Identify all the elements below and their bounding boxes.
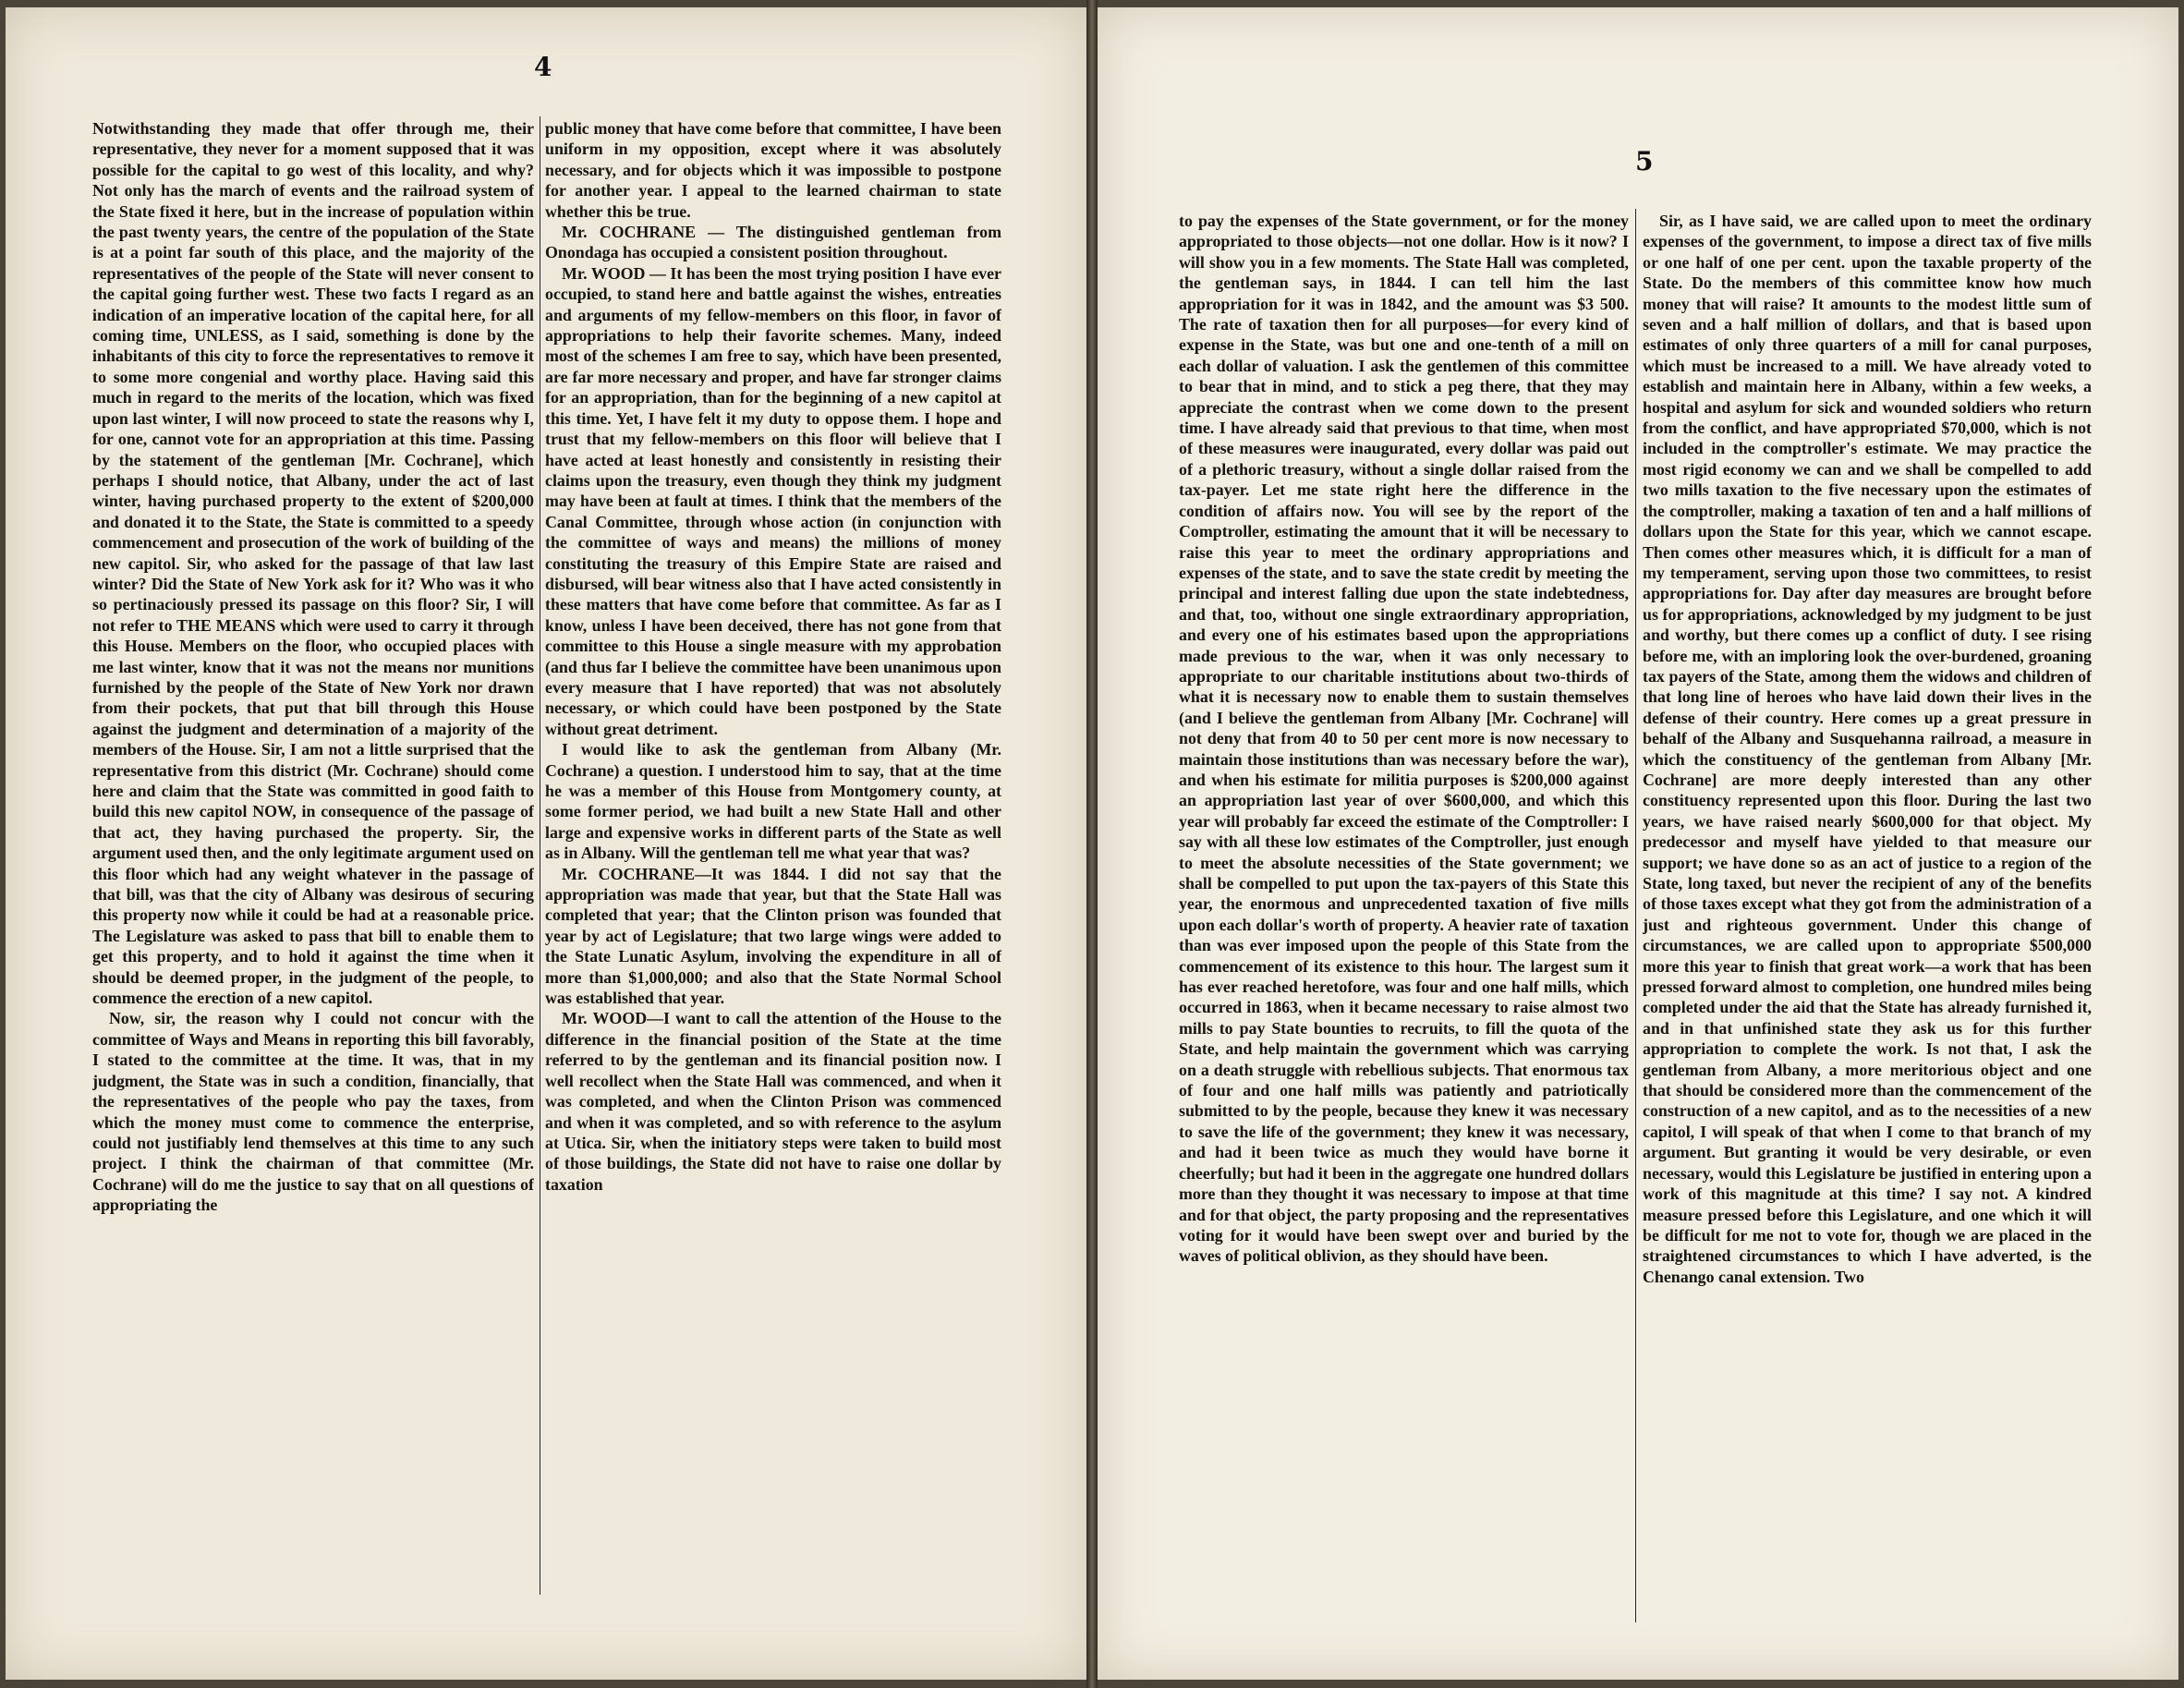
paragraph: Mr. WOOD—I want to call the attention of the House to the difference in the financial position of the State at the time referred to by the gentleman and its financial position now. I well recollect when the State Hall was commenced, and when it was completed, and when the Clinton Prison was commenced and when it was completed, and so with reference to the asylum at Utica. Sir, when the initiatory steps were taken to build most of those buildings, the State did not have to raise one dollar by taxation <box>545 1009 1001 1194</box>
paragraph: Mr. COCHRANE — The distinguished gentleman from Onondaga has occupied a consistent position throughout. <box>545 223 1001 262</box>
text-column-right-1 <box>1179 211 1629 1633</box>
text-column-left-1 <box>92 118 534 1670</box>
paragraph: public money that have come before that committee, I have been uniform in my opposition, except where it was absolutely necessary, and for objects which it was impossible to postpone for another year. I appeal to the learned chairman to state whether this be true. <box>545 119 1001 221</box>
paragraph: I would like to ask the gentleman from Albany (Mr. Cochrane) a question. I understood him to say, that at the time he was a member of this House from Montgomery county, at some former period, we had built a new State Hall and other large and expensive works in different parts of the State as well as in Albany. Will the gentleman tell me what year that was? <box>545 740 1001 863</box>
paragraph: Notwithstanding they made that offer through me, their representative, they never for a moment supposed that it was possible for the capital to go west of this locality, and why? Not only has the march of events and the railroad system of the State fixed it here, but in the increase of population within the past twenty years, the centre of the population of the State is at a point far south of this place, and the majority of the representatives of the people of the State will never consent to the capital going further west. These two facts I regard as an indication of an imperative location of the capital here, for all coming time, UNLESS, as I said, something is done by the inhabitants of this city to force the representatives to remove it to some more congenial and worthy place. Having said this much in regard to the merits of the location, which was fixed upon last winter, I will now proceed to state the reasons why I, for one, cannot vote for an appropriation at this time. Passing by the statement of the gentleman [Mr. Cochrane], which perhaps I should notice, that Albany, under the act of last winter, having purchased property to the extent of $200,000 and donated it to the State, the State is committed to a speedy commencement and prosecution of the work of building of the new capitol. Sir, who asked for the passage of that law last winter? Did the State of New York ask for it? Who was it who so pertinaciously pressed its passage on this floor? Sir, I will not refer to THE MEANS which were used to carry it through this House. Members on the floor, who occupied places with me last winter, know that it was not the means nor munitions furnished by the people of the State of New York nor drawn from their pockets, that put that bill through this House against the judgment and determination of a majority of the members of the House. Sir, I am not a little surprised that the representative from this district (Mr. Cochrane) should come here and claim that the State was committed in good faith to build this new capitol NOW, in consequence of the passage of that act, they having purchased the property. Sir, the argument used then, and the only legitimate argument used on this floor which had any weight whatever in the passage of that bill, was that the city of Albany was desirous of securing this property now while it could be had at a reasonable price. The Legislature was asked to pass that bill to enable them to get this property, and to hold it against the time when it should be deemed proper, in the judgment of the people, to commence the erection of a new capitol. <box>92 119 534 1008</box>
paragraph: Mr. COCHRANE—It was 1844. I did not say that the appropriation was made that year, but that the State Hall was completed that year; that the Clinton prison was founded that year by act of Legislature; that two large wings were added to the State Lunatic Asylum, involving the expenditure in all of more than $1,000,000; and also that the State Normal School was established that year. <box>545 864 1001 1008</box>
paragraph: Mr. WOOD — It has been the most trying position I have ever occupied, to stand here and battle against the wishes, entreaties and arguments of my fellow-members on this floor, in favor of appropriations to help their favorite schemes. Many, indeed most of the schemes I am free to say, which have been presented, are far more necessary and proper, and have far stronger claims for an appropriation, than for the beginning of a new capitol at this time. Yet, I have felt it my duty to oppose them. I hope and trust that my fellow-members on this floor will believe that I have acted at least honestly and consistently in resisting their claims upon the treasury, even though they think my judgment may have been at fault at times. I think that the members of the Canal Committee, through whose action (in conjunction with the committee of ways and means) the millions of money constituting the treasury of this Empire State are raised and disbursed, will bear witness also that I have acted consistently in these matters that have come before that committee. As far as I know, unless I have been deceived, there has not gone from that committee to this House a single measure with my approbation (and thus far I believe the committee have been unanimous upon every measure that I have reported) that was not absolutely necessary, or which could have been postponed by the State without great detriment. <box>545 263 1001 738</box>
text-column-left-2 <box>545 118 1001 1523</box>
book-gutter <box>1086 0 1098 1688</box>
left-page <box>6 7 1086 1680</box>
text-column-right-2 <box>1643 211 2092 1633</box>
column-divider <box>1635 209 1636 1622</box>
page-number: 5 <box>1635 146 1654 176</box>
paragraph: to pay the expenses of the State government, or for the money appropriated to those objects—not one dollar. How is it now? I will show you in a few moments. The State Hall was completed, the gentleman says, in 1844. I can tell him the last appropriation for it was in 1842, and the amount was $3 500. The rate of taxation then for all purposes—for every kind of expense in the State, was but one and one-tenth of a mill on each dollar of valuation. I ask the gentlemen of this committee to bear that in mind, and to stick a peg there, that they may appreciate the contrast when we come down to the present time. I have already said that previous to that time, when most of these measures were inaugurated, every dollar was paid out of a plethoric treasury, without a single dollar raised from the tax-payer. Let me state right here the difference in the condition of affairs now. You will see by the report of the Comptroller, estimating the amount that it will be necessary to raise this year to meet the ordinary appropriations and expenses of the state, and to save the state credit by meeting the principal and interest falling due upon the state indebtedness, and that, too, without one single extraordinary appropriation, and every one of his estimates based upon the appropriations made previous to the war, when it was only necessary to appropriate to our charitable institutions about two-thirds of what it is necessary now to enable them to sustain themselves (and I believe the gentleman from Albany [Mr. Cochrane] will not deny that from 40 to 50 per cent more is now necessary to maintain those institutions than was necessary before the war), and when his estimate for militia purposes is $200,000 against an appropriation last year of over $600,000, and which this year will probably far exceed the estimate of the Comptroller: I say with all these low estimates of the Comptroller, just enough to meet the absolute necessities of the State government; we shall be compelled to put upon the tax-payers of this State this year, the enormous and unprecedented taxation of five mills upon each dollar's worth of property. A heavier rate of taxation than was ever imposed upon the people of this State from the commencement of its existence to this hour. The largest sum it has ever reached heretofore, was four and one half mills, which occurred in 1863, when it became necessary to raise almost two mills to pay State bounties to recruits, to fill the quota of the State, and help maintain the government which was carrying on a death struggle with rebellious subjects. That enormous tax of four and one half mills was patiently and patriotically submitted to by the people, because they knew it was necessary to save the life of the government; they knew it was necessary, and had it been twice as much they would have borne it cheerfully; but had it been in the aggregate one hundred dollars more than they thought it was necessary to impose at that time and for that object, the party proposing and the representatives voting for it would have been swept over and buried by the waves of political oblivion, as they should have been. <box>1179 212 1629 1266</box>
paragraph: Sir, as I have said, we are called upon to meet the ordinary expenses of the government, to impose a direct tax of five mills or one half of one per cent. upon the taxable property of the State. Do the members of this committee know how much money that will raise? It amounts to the modest little sum of seven and a half million of dollars, and that is based upon estimates of only three quarters of a mill for canal purposes, which must be increased to a mill. We have already voted to establish and maintain here in Albany, within a few weeks, a hospital and asylum for sick and wounded soldiers who return from the conflict, and have appropriated $70,000, which is not included in the comptroller's estimate. We may practice the most rigid economy we can and we shall be compelled to add two mills taxation to the five necessary upon the estimates of the comptroller, making a taxation of ten and a half millions of dollars upon the State for this year, which we cannot escape. Then comes other measures which, it is difficult for a man of my temperament, serving upon those two committees, to resist appropriations for. Day after day measures are brought before us for appropriations, acknowledged by my judgment to be just and worthy, but there comes up a conflict of duty. I see rising before me, with an imploring look the over-burdened, groaning tax payers of the State, among them the widows and children of that long line of heroes who have laid down their lives in the defense of their country. Here comes up a great pressure in behalf of the Albany and Susquehanna railroad, a measure in which the constituency of the gentleman from Albany [Mr. Cochrane] are more deeply interested than any other constituency represented upon this floor. During the last two years, we have raised nearly $600,000 for that object. My predecessor and myself have yielded to that measure our support; we have done so as an act of justice to a region of the State, long taxed, but never the recipient of any of the benefits of those taxes except what they got from the administration of a just and righteous government. Under this change of circumstances, we are called upon to appropriate $500,000 more this year to finish that great work—a work that has been pressed forward almost to completion, one hundred miles being completed under the aid that the State has already furnished it, and in that unfinished state they ask us for this further appropriation to complete the work. Is not that, I ask the gentleman from Albany, a more meritorious object and one that should be considered more than the commencement of the construction of a new capitol, and as to the necessities of a new capitol, I will speak of that when I come to that branch of my argument. But granting it would be very desirable, or even necessary, would this Legislature be justified in entering upon a work of this magnitude at this time? I say not. A kindred measure pressed before this Legislature, and one which it will be difficult for me not to vote for, though we are placed in the straightened circumstances to which I have adverted, is the Chenango canal extension. Two <box>1643 212 2092 1286</box>
page-number: 4 <box>534 52 552 82</box>
right-page <box>1098 7 2178 1680</box>
paragraph: Now, sir, the reason why I could not concur with the committee of Ways and Means in reporting this bill favorably, I stated to the committee at the time. It was, that in my judgment, the State was in such a condition, financially, that the representatives of the people who pay the taxes, from which the money must come to commence the enterprise, could not justifiably lend themselves at this time to any such project. I think the chairman of that committee (Mr. Cochrane) will do me the justice to say that on all questions of appropriating the <box>92 1009 534 1215</box>
